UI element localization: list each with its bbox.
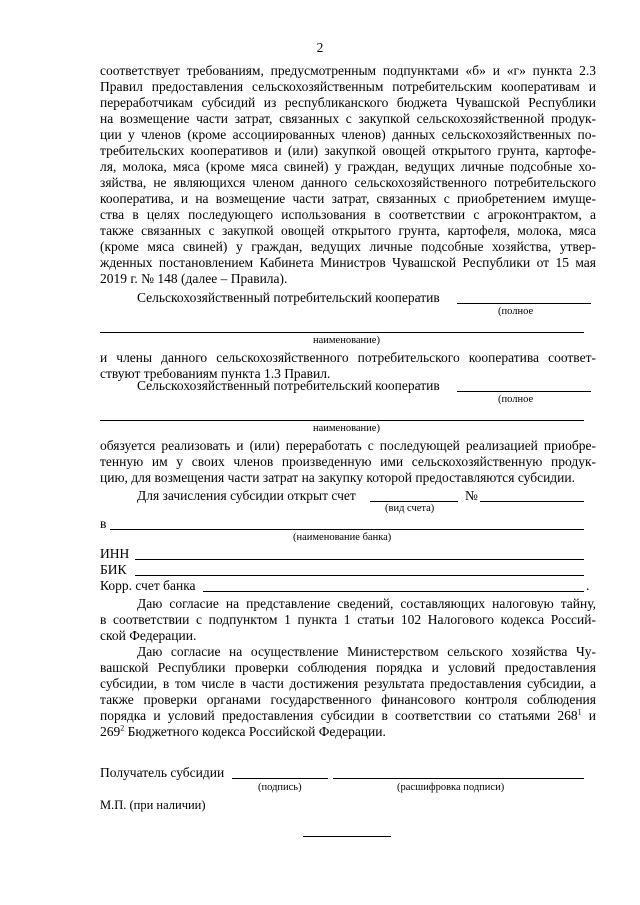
- recipient-label: Получатель субсидии: [100, 765, 225, 780]
- bank-hint: (наименование банка): [293, 532, 392, 543]
- para1-line: соответствует требованиям, предусмотренным подпунктами «б» и «г» пункта 2.3: [100, 63, 596, 78]
- signature-hint: (подпись): [258, 782, 302, 793]
- inn-label: ИНН: [100, 546, 130, 561]
- signature-field[interactable]: [232, 778, 328, 779]
- para3-line: цию, для возмещения части затрат на закупку которой предоставляются субсидии.: [100, 470, 575, 485]
- corr-end: .: [586, 578, 590, 593]
- full-hint: (полное: [498, 306, 534, 317]
- name-hint: наименование): [313, 423, 380, 434]
- para1-line: 2019 г. № 148 (далее – Правила).: [100, 271, 288, 286]
- inn-field[interactable]: [135, 559, 584, 560]
- para5-line-with-sup: [100, 708, 596, 724]
- stamp-label: М.П. (при наличии): [100, 798, 206, 812]
- page-number: 2: [316, 40, 324, 55]
- bank-name-field[interactable]: [110, 529, 584, 530]
- para1-line: (кроме мяса свиней) у граждан, ведущих личные подсобные хозяйства, утвер-: [100, 239, 596, 254]
- corr-label: Корр. счет банка: [100, 578, 196, 593]
- para2-line: ствуют требованиям пункта 1.3 Правил.: [100, 366, 331, 381]
- name-hint: наименование): [313, 335, 380, 346]
- decoding-hint: (расшифровка подписи): [397, 782, 505, 793]
- coop-label: Сельскохозяйственный потребительский кооператив: [137, 378, 440, 393]
- para4-line: в соответствии с подпунктом 1 пункта 1 статьи 102 Налогового кодекса Россий-: [100, 612, 596, 627]
- para5-line: также проверки органами государственного финансового контроля соблюдения: [100, 692, 596, 707]
- corr-account-field[interactable]: [203, 591, 584, 592]
- para3-line: обязуется реализовать и (или) переработать с последующей реализацией приобре-: [100, 438, 596, 453]
- signature-decoding-field[interactable]: [333, 778, 584, 779]
- para1-line: зяйства, не являющихся членом данного сельскохозяйственного потребительского: [100, 175, 596, 190]
- para1-line: на возмещение части затрат, связанных с закупкой сельскохозяйственной продук-: [100, 111, 596, 126]
- number-sign: №: [465, 488, 478, 503]
- para1-line: также связанных с закупкой овощей открытого грунта, картофеля, молока, мяса: [100, 223, 596, 238]
- coop-name-field-continued[interactable]: [100, 420, 584, 421]
- para5-last-text: Бюджетного кодекса Российской Федерации.: [124, 724, 386, 739]
- coop-name-field-continued[interactable]: [100, 332, 584, 333]
- account-label: Для зачисления субсидии открыт счет: [137, 488, 356, 503]
- account-type-field[interactable]: [370, 501, 458, 502]
- para5-line: вашской Республики проверки соблюдения порядка и условий предоставления: [100, 660, 596, 675]
- para5-line: субсидии, в том числе в части достижения результата предоставления субсидии, а: [100, 676, 596, 691]
- article-269: 269: [100, 724, 121, 739]
- para1-line: ля, молока, мяса (кроме мяса свиней) у граждан, ведущих личные подсобные хо-: [100, 159, 596, 174]
- para2-line: и члены данного сельскохозяйственного потребительского кооператива соответ-: [100, 350, 596, 365]
- end-divider: [303, 836, 391, 837]
- in-label: в: [100, 516, 107, 531]
- para1-line: ства в целях последующего использования в соответствии с агроконтрактом, а: [100, 207, 596, 222]
- para1-line: требительских кооперативов и (или) закупкой овощей открытого грунта, картофе-: [100, 143, 596, 158]
- para1-line: ции у членов (кроме ассоциированных членов) данных сельскохозяйственных по-: [100, 127, 596, 142]
- para5-line: порядка и условий предоставления субсидии в соответствии со статьями 268: [100, 708, 578, 723]
- sup-2: 2: [120, 723, 125, 733]
- para1-line: кооператива, и на возмещение части затрат, связанных с приобретением имуще-: [100, 191, 596, 206]
- para4-line: Даю согласие на представление сведений, составляющих налоговую тайну,: [137, 596, 596, 611]
- para4-line: ской Федерации.: [100, 628, 197, 643]
- bik-field[interactable]: [135, 575, 584, 576]
- full-hint: (полное: [498, 394, 534, 405]
- coop-label: Сельскохозяйственный потребительский кооператив: [137, 290, 440, 305]
- coop-name-field[interactable]: [457, 391, 591, 392]
- para5-tail: и: [581, 708, 596, 723]
- para1-line: жденных постановлением Кабинета Министров Чувашской Республики от 15 мая: [100, 255, 596, 270]
- bik-label: БИК: [100, 562, 127, 577]
- account-number-field[interactable]: [480, 501, 584, 502]
- para3-line: тенную им у своих членов произведенную ими сельскохозяйственную продук-: [100, 454, 596, 469]
- para5-line: Даю согласие на осуществление Министерством сельского хозяйства Чу-: [137, 644, 596, 659]
- para1-line: переработчикам субсидий из республиканского бюджета Чувашской Республики: [100, 95, 596, 110]
- sup-1: 1: [577, 707, 582, 717]
- para5-last-line: [100, 724, 386, 740]
- coop-name-field[interactable]: [457, 303, 591, 304]
- para1-line: Правил предоставления сельскохозяйственным потребительским кооперативам и: [100, 79, 596, 94]
- account-type-hint: (вид счета): [385, 503, 435, 514]
